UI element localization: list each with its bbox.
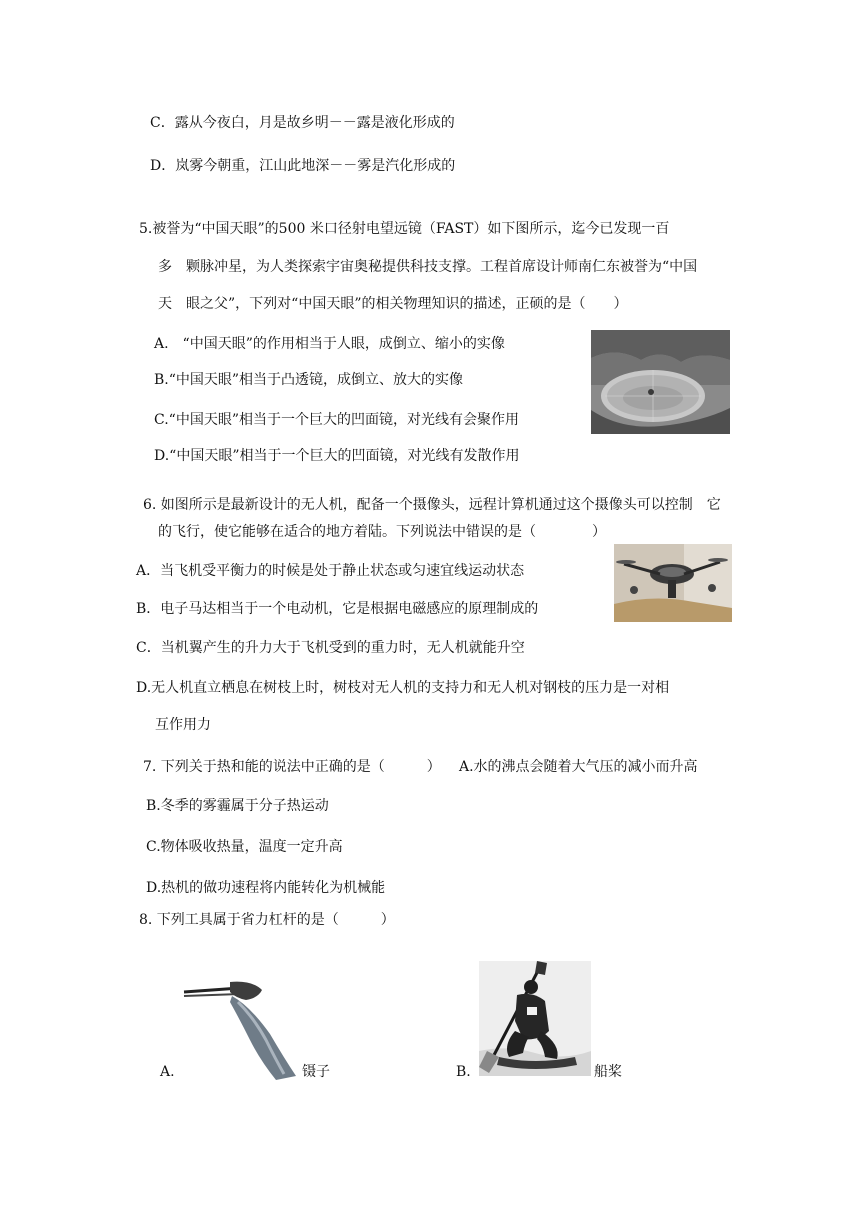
q4-option-c: C．露从今夜白，月是故乡明－－露是液化形成的 — [150, 115, 455, 131]
q7-option-a: A.水的沸点会随着大气压的减小而升高 — [459, 759, 698, 775]
tweezers-photo — [180, 978, 300, 1080]
fast-telescope-photo — [591, 330, 730, 434]
q7-option-d: D.热机的做功速程将内能转化为机械能 — [146, 880, 386, 896]
q5-option-c: C.“中国天眼”相当于一个巨大的凹面镜，对光线有会聚作用 — [154, 412, 519, 428]
q8-stem: 8. 下列工具属于省力杠杆的是（ ） — [139, 912, 395, 928]
q7-option-c: C.物体吸收热量，温度一定升高 — [146, 839, 343, 855]
q6-stem-line2: 的飞行，使它能够在适合的地方着陆。下列说法中错误的是（ ） — [158, 524, 606, 540]
drone-photo — [614, 544, 732, 622]
q6-option-d-line1: D.无人机直立栖息在树枝上时，树枝对无人机的支持力和无人机对钢枝的压力是一对相 — [136, 680, 670, 696]
q4-option-d: D．岚雾今朝重，江山此地深－－雾是汽化形成的 — [150, 158, 456, 174]
q6-option-c: C．当机翼产生的升力大于飞机受到的重力时，无人机就能升空 — [136, 640, 525, 656]
paddle-photo — [479, 961, 591, 1076]
q5-option-d: D.“中国天眼”相当于一个巨大的凹面镜，对光线有发散作用 — [154, 448, 520, 464]
q6-option-a: A．当飞机受平衡力的时候是处于静止状态或匀速宜线运动状态 — [136, 563, 525, 579]
q5-option-b: B.“中国天眼”相当于凸透镜，成倒立、放大的实像 — [154, 372, 464, 388]
q5-stem-line2: 多 颗脉冲星，为人类探索宇宙奥秘提供科技支撑。工程首席设计师南仁东被誉为“中国 — [158, 259, 698, 275]
q6-stem-line1: 6. 如图所示是最新设计的无人机，配备一个摄像头，远程计算机通过这个摄像头可以控制 它 — [143, 497, 721, 513]
q5-stem-line1: 5.被誉为“中国天眼”的500 米口径射电望远镜（FAST）如下图所示，迄今已发现一百 — [139, 221, 670, 237]
q8-option-a-letter: A. — [160, 1064, 175, 1080]
q5-stem-line3: 天 眼之父”，下列对“中国天眼”的相关物理知识的描述，正硕的是（ ） — [158, 296, 628, 312]
q5-option-a: A. “中国天眼”的作用相当于人眼，成倒立、缩小的实像 — [154, 336, 505, 352]
q6-option-b: B．电子马达相当于一个电动机，它是根据电磁感应的原理制成的 — [136, 601, 539, 617]
q8-option-b-label: 船桨 — [594, 1064, 622, 1080]
q6-option-d-line2: 互作用力 — [155, 717, 211, 733]
q7-stem: 7. 下列关于热和能的说法中正确的是（ ） — [143, 759, 441, 775]
q7-option-b: B.冬季的雾霾属于分子热运动 — [146, 798, 329, 814]
q8-option-a-label: 镊子 — [302, 1064, 330, 1080]
q8-option-b-letter: B. — [456, 1064, 471, 1080]
